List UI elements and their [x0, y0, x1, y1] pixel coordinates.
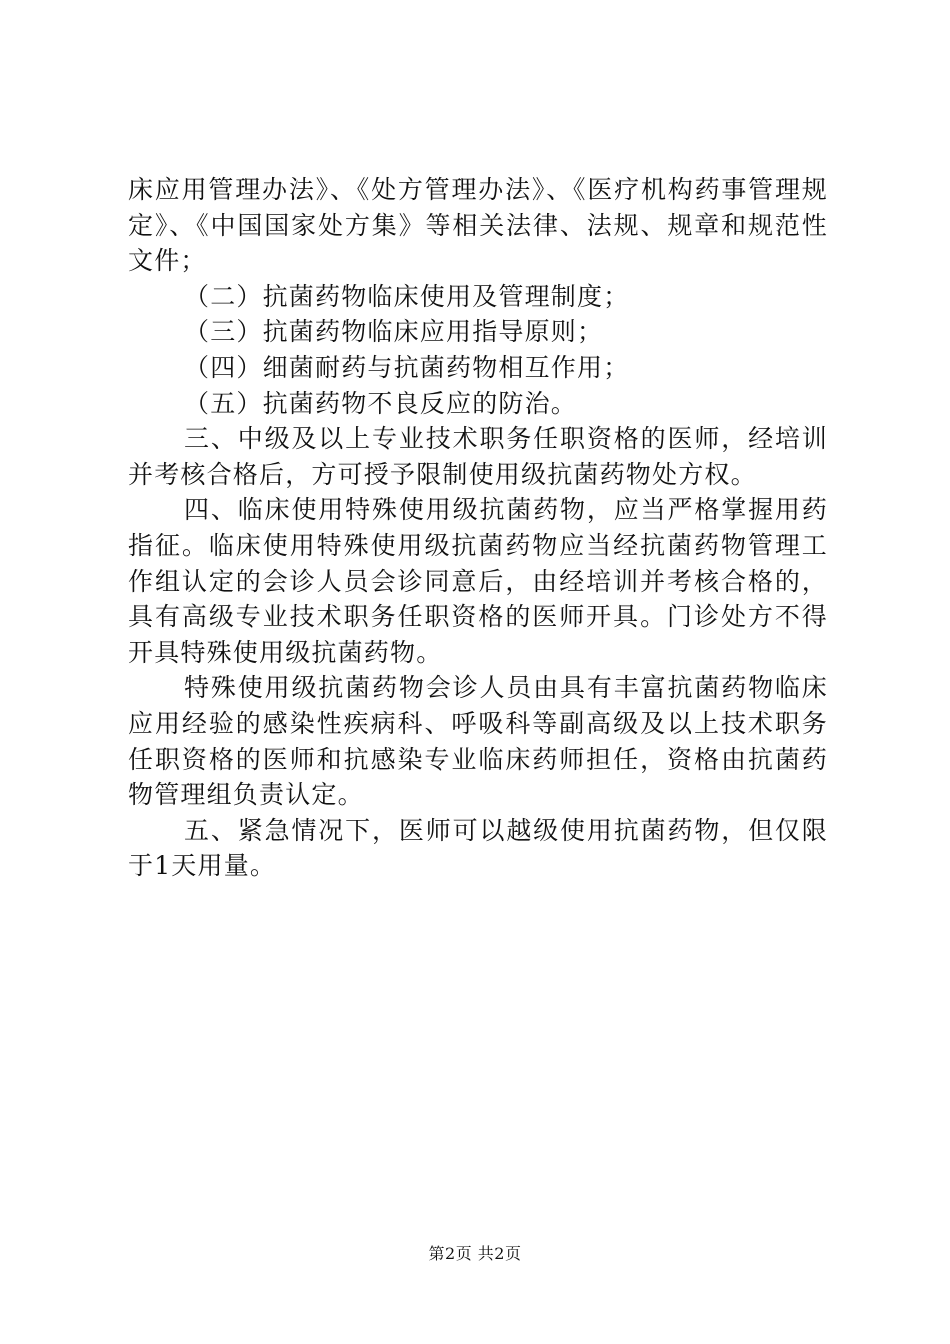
list-item-5: （五）抗菌药物不良反应的防治。: [184, 388, 578, 418]
page-number-footer: 第2页 共2页: [428, 1244, 522, 1263]
document-body: [128, 172, 828, 884]
list-item-2: （二）抗菌药物临床使用及管理制度；: [184, 281, 630, 311]
consultation-staff-paragraph: 特殊使用级抗菌药物会诊人员由具有丰富抗菌药物临床应用经验的感染性疾病科、呼吸科等副高级及以上技术职务任职资格的医师和抗感染专业临床药师担任，资格由抗菌药物管理组负责认定。: [128, 673, 828, 810]
section-4-paragraph: 四、临床使用特殊使用级抗菌药物，应当严格掌握用药指征。临床使用特殊使用级抗菌药物应当经抗菌药物管理工作组认定的会诊人员会诊同意后，由经培训并考核合格的，具有高级专业技术职务任职资格的医师开具。门诊处方不得开具特殊使用级抗菌药物。: [128, 495, 828, 667]
section-5-paragraph: 五、紧急情况下，医师可以越级使用抗菌药物，但仅限于1天用量。: [128, 815, 828, 881]
section-3-paragraph: 三、中级及以上专业技术职务任职资格的医师，经培训并考核合格后，方可授予限制使用级抗菌药物处方权。: [128, 424, 828, 489]
list-item-4: （四）细菌耐药与抗菌药物相互作用；: [184, 352, 630, 382]
paragraph-continuation: 床应用管理办法》、《处方管理办法》、《医疗机构药事管理规定》、《中国国家处方集》等相关法律、法规、规章和规范性文件；: [128, 175, 828, 276]
list-item-3: （三）抗菌药物临床应用指导原则；: [184, 317, 604, 347]
